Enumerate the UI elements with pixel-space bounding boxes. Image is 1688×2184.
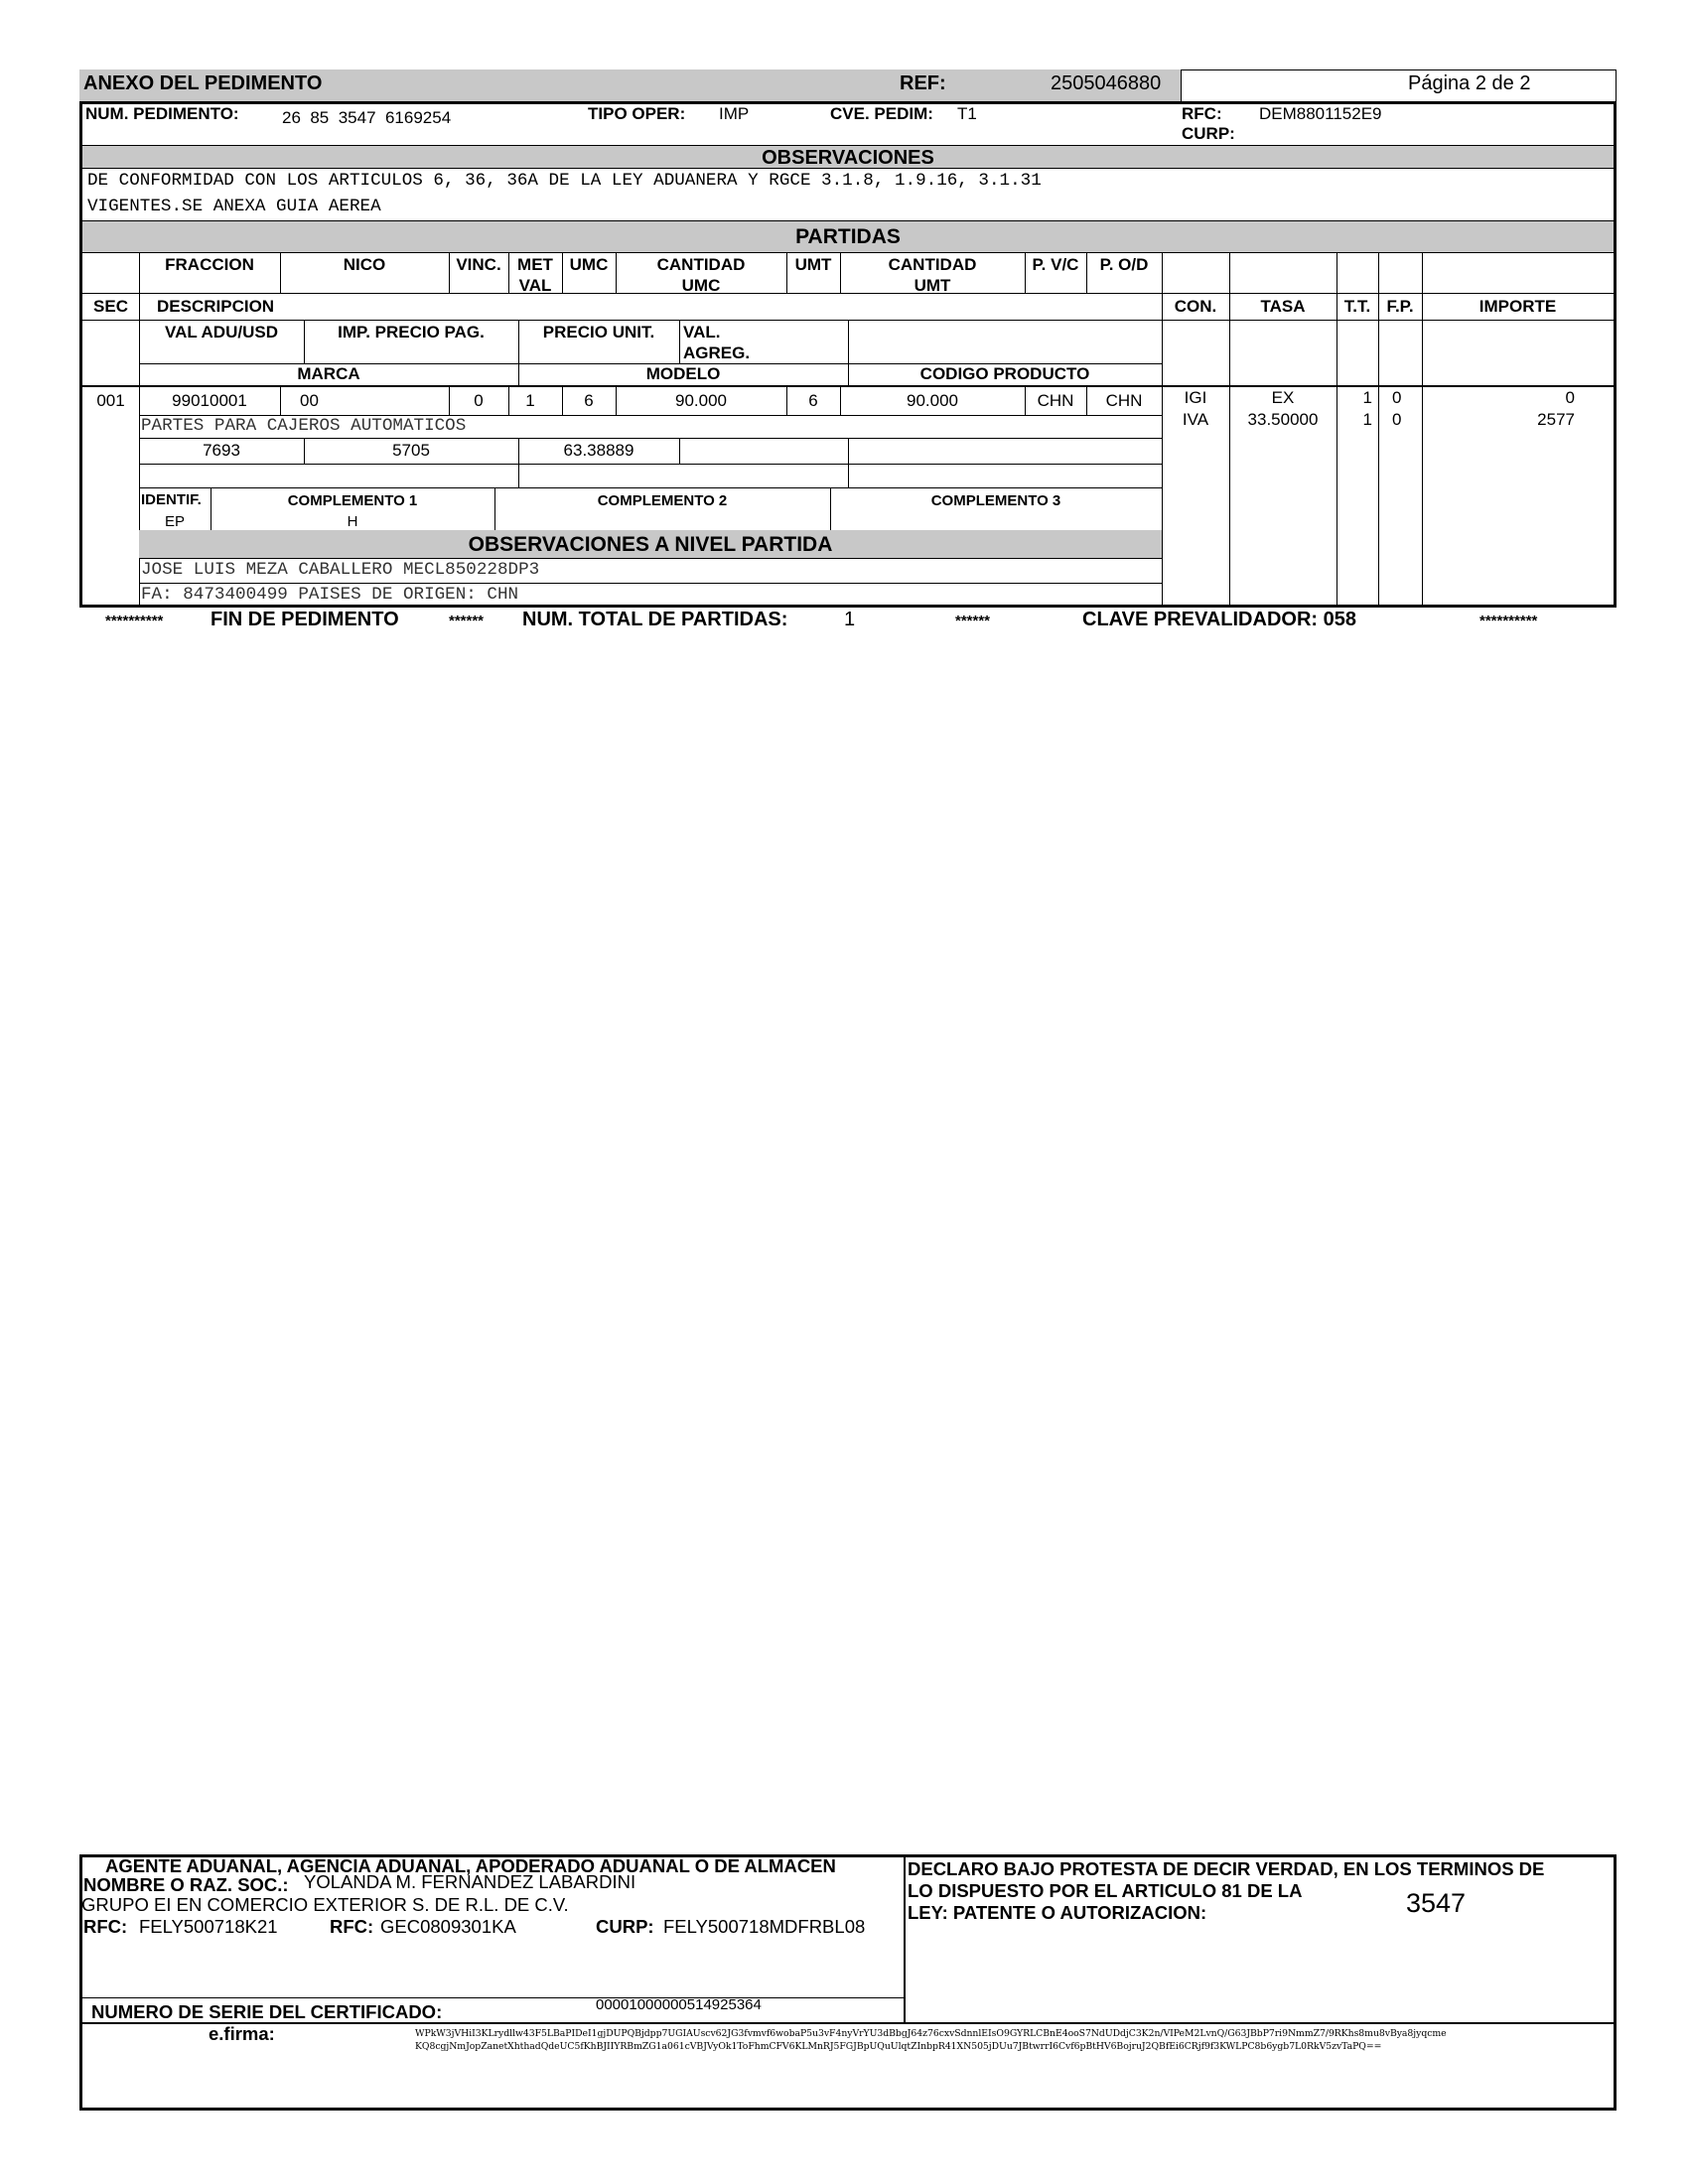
total-partidas-label: NUM. TOTAL DE PARTIDAS: — [522, 609, 788, 630]
col-cantidad-umt: CANTIDAD — [888, 255, 977, 274]
complemento3-label: COMPLEMENTO 3 — [930, 492, 1061, 509]
efirma-line-1: WPkW3jVHiI3KLrydllw43F5LBaPIDeI1gjDUPQBjdpp7UGIAUscv62JG3fvmvf6wobaP5u3vF4nyVrYU3dBbgJ64z76cxvSdnnlEIsO9GYRLCBnE4ooS7NdUDdjC3K2n/VIPeM2LvnQ/G63JBbP7ri9NmmZ7/9RKhs8mu8vBya8jyqcme — [415, 2028, 1447, 2039]
item-umc: 6 — [584, 391, 594, 410]
total-partidas-value: 1 — [844, 609, 856, 630]
fin-stars-right: ********** — [1479, 613, 1538, 629]
col-imp-precio: IMP. PRECIO PAG. — [338, 323, 485, 341]
tipo-oper-value: IMP — [719, 104, 750, 123]
rfc-value: DEM8801152E9 — [1259, 104, 1382, 123]
contrib-tasa-2: 33.50000 — [1247, 410, 1319, 429]
document-title: ANEXO DEL PEDIMENTO — [83, 72, 323, 94]
observaciones-line-1: DE CONFORMIDAD CON LOS ARTICULOS 6, 36, 36A DE LA LEY ADUANERA Y RGCE 3.1.8, 1.9.16, 3.1.31 — [87, 171, 1042, 191]
obs-partida-line-2: FA: 8473400499 PAISES DE ORIGEN: CHN — [141, 585, 519, 605]
num-pedimento-label: NUM. PEDIMENTO: — [85, 104, 239, 123]
col-cantidad-umc-2: UMC — [681, 276, 721, 295]
item-imp-precio: 5705 — [392, 441, 430, 460]
identif-value: EP — [164, 513, 185, 530]
nombre-value: YOLANDA M. FERNANDEZ LABARDINI — [304, 1871, 636, 1892]
agente-rfc-value: FELY500718K21 — [139, 1916, 278, 1937]
ref-label: REF: — [900, 72, 946, 94]
item-vinc: 0 — [474, 391, 484, 410]
col-importe: IMPORTE — [1478, 297, 1557, 316]
cve-pedim-label: CVE. PEDIM: — [830, 104, 933, 123]
curp-label: CURP: — [1182, 124, 1235, 143]
page-number: Página 2 de 2 — [1408, 72, 1531, 94]
col-descripcion: DESCRIPCION — [157, 297, 275, 316]
col-umt: UMT — [794, 255, 832, 274]
col-precio-unit: PRECIO UNIT. — [542, 323, 655, 341]
contrib-tt-2: 1 — [1362, 410, 1372, 429]
col-vinc: VINC. — [456, 255, 501, 274]
item-cantidad-umt: 90.000 — [907, 391, 958, 410]
col-umc: UMC — [569, 255, 609, 274]
item-precio-unit: 63.38889 — [563, 441, 634, 460]
item-descripcion: PARTES PARA CAJEROS AUTOMATICOS — [141, 416, 467, 436]
col-val-adu: VAL ADU/USD — [165, 323, 278, 341]
agente-title: AGENTE ADUANAL, AGENCIA ADUANAL, APODERADO ADUANAL O DE ALMACEN — [105, 1855, 836, 1876]
contrib-fp-1: 0 — [1392, 388, 1402, 407]
efirma-label: e.firma: — [209, 2023, 275, 2044]
contrib-tasa-1: EX — [1271, 388, 1295, 407]
declaro-line-3: LEY: PATENTE O AUTORIZACION: — [908, 1902, 1207, 1923]
complemento2-label: COMPLEMENTO 2 — [597, 492, 728, 509]
tipo-oper-label: TIPO OPER: — [588, 104, 686, 123]
item-sec: 001 — [96, 391, 125, 410]
col-modelo: MODELO — [645, 364, 721, 383]
contrib-con-2: IVA — [1182, 410, 1209, 429]
col-fp: F.P. — [1386, 297, 1414, 316]
observaciones-title: OBSERVACIONES — [762, 147, 934, 169]
empresa-value: GRUPO EI EN COMERCIO EXTERIOR S. DE R.L. DE C.V. — [81, 1894, 569, 1915]
clave-prevalidador: CLAVE PREVALIDADOR: 058 — [1082, 609, 1356, 630]
serie-certificado-label: NUMERO DE SERIE DEL CERTIFICADO: — [91, 2001, 443, 2022]
col-sec: SEC — [93, 297, 128, 316]
nombre-label: NOMBRE O RAZ. SOC.: — [83, 1874, 289, 1895]
observaciones-line-2: VIGENTES.SE ANEXA GUIA AEREA — [87, 197, 381, 216]
item-umt: 6 — [808, 391, 818, 410]
agente-rfc-label: RFC: — [83, 1916, 128, 1937]
fin-label: FIN DE PEDIMENTO — [211, 609, 399, 630]
cve-pedim-value: T1 — [957, 104, 977, 123]
patente-value: 3547 — [1406, 1888, 1467, 1918]
rfc-label: RFC: — [1182, 104, 1222, 123]
item-met: 1 — [525, 391, 535, 410]
item-val-adu: 7693 — [203, 441, 240, 460]
col-codigo-producto: CODIGO PRODUCTO — [919, 364, 1090, 383]
item-pvc: CHN — [1037, 391, 1074, 410]
item-nico: 00 — [300, 391, 319, 410]
declaro-line-1: DECLARO BAJO PROTESTA DE DECIR VERDAD, EN LOS TERMINOS DE — [908, 1858, 1545, 1879]
col-con: CON. — [1174, 297, 1217, 316]
num-pedimento-value: 26 85 3547 6169254 — [282, 108, 452, 127]
col-val-agreg: VAL. — [683, 323, 721, 341]
fin-stars-mid1: ****** — [449, 613, 485, 629]
identif-label: IDENTIF. — [141, 491, 202, 508]
contrib-fp-2: 0 — [1392, 410, 1402, 429]
col-val-agreg-2: AGREG. — [683, 343, 751, 362]
col-marca: MARCA — [297, 364, 360, 383]
agencia-rfc-value: GEC0809301KA — [380, 1916, 516, 1937]
fin-stars-left: ********** — [105, 613, 164, 629]
col-tasa: TASA — [1260, 297, 1306, 316]
col-cantidad-umc: CANTIDAD — [656, 255, 746, 274]
col-tt: T.T. — [1343, 297, 1371, 316]
col-pod: P. O/D — [1099, 255, 1149, 274]
complemento1-value: H — [347, 513, 358, 530]
contrib-importe-2: 2577 — [1537, 410, 1575, 429]
contrib-tt-1: 1 — [1362, 388, 1372, 407]
contrib-con-1: IGI — [1184, 388, 1207, 407]
col-fraccion: FRACCION — [165, 255, 254, 274]
obs-partida-line-1: JOSE LUIS MEZA CABALLERO MECL850228DP3 — [141, 560, 540, 580]
item-fraccion: 99010001 — [172, 391, 247, 410]
efirma-line-2: KQ8cgjNmJopZanetXhthadQdeUC5fKhBJIIYRBmZG1a061cVBJVyOk1ToFhmCFV6KLMnRJ5FGJBpUQuUlqtZInbpR41XN505jDUu7JBtwrrI6Cvf6pBtHV6BojruJ2QBfEi6CRjf9f3KWLPC8b6ygb7L0RkV5zvTaPQ== — [415, 2041, 1382, 2052]
agencia-rfc-label: RFC: — [330, 1916, 374, 1937]
col-met-val: VAL — [518, 276, 552, 295]
serie-certificado-value: 00001000000514925364 — [596, 1996, 762, 2013]
declaro-line-2: LO DISPUESTO POR EL ARTICULO 81 DE LA — [908, 1880, 1303, 1901]
agente-curp-label: CURP: — [596, 1916, 654, 1937]
agente-curp-value: FELY500718MDFRBL08 — [663, 1916, 866, 1937]
col-pvc: P. V/C — [1032, 255, 1079, 274]
obs-partida-title: OBSERVACIONES A NIVEL PARTIDA — [468, 533, 833, 556]
partidas-title: PARTIDAS — [795, 225, 901, 248]
item-cantidad-umc: 90.000 — [675, 391, 727, 410]
agente-box — [79, 1854, 1617, 2111]
col-met: MET — [517, 255, 553, 274]
complemento1-label: COMPLEMENTO 1 — [287, 492, 418, 509]
ref-value: 2505046880 — [1051, 72, 1162, 94]
item-pod: CHN — [1105, 391, 1143, 410]
fin-stars-mid2: ****** — [955, 613, 991, 629]
col-nico: NICO — [343, 255, 386, 274]
contrib-importe-1: 0 — [1565, 388, 1575, 407]
col-cantidad-umt-2: UMT — [914, 276, 951, 295]
